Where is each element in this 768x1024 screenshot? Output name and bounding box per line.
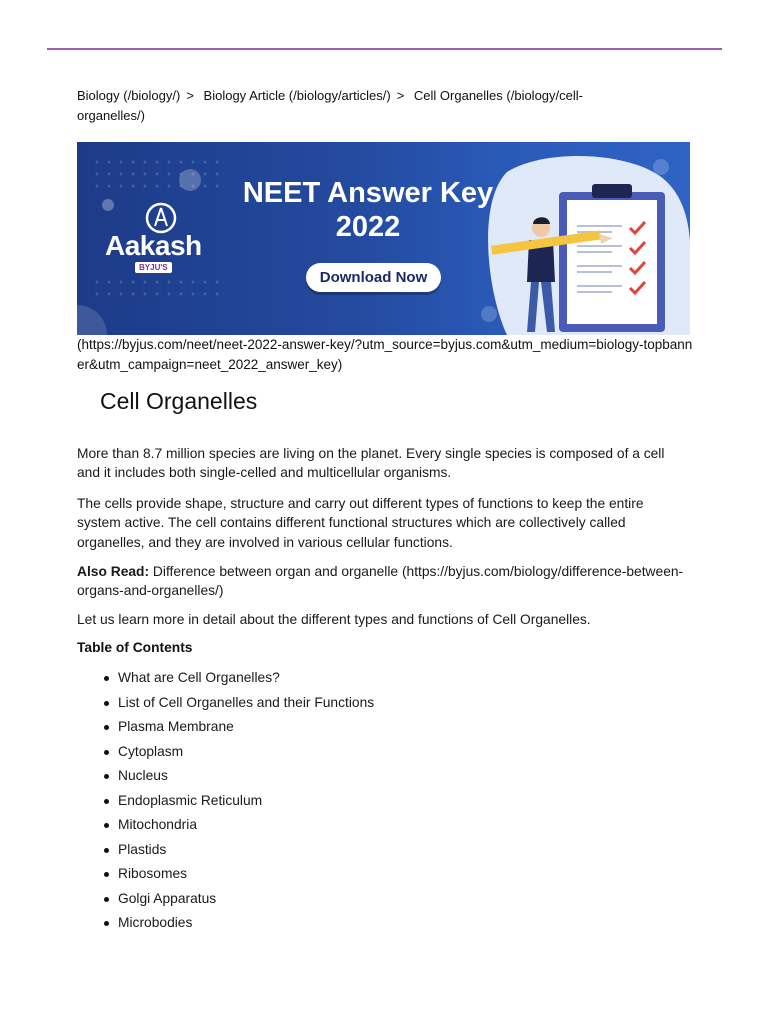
bullet-icon: [104, 848, 109, 853]
toc-item[interactable]: [100, 668, 374, 693]
bullet-icon: [104, 897, 109, 902]
bullet-icon: [104, 725, 109, 730]
bullet-icon: [104, 799, 109, 804]
banner-link-url[interactable]: (https://byjus.com/neet/neet-2022-answer-key/?utm_source=byjus.com&utm_medium=biology-topbanner&utm_campaign=neet_2022_answer_key): [77, 337, 693, 372]
byjus-logo-badge: BYJU'S: [135, 262, 172, 273]
bullet-icon: [104, 872, 109, 877]
toc-item-label[interactable]: Microbodies: [118, 915, 193, 930]
toc-item-label[interactable]: Plastids: [118, 841, 167, 857]
toc-item[interactable]: [100, 717, 374, 742]
also-read-link[interactable]: Difference between organ and organelle (https://byjus.com/biology/difference-between-organs-and-organelles/): [77, 564, 684, 599]
bullet-icon: [104, 774, 109, 779]
banner-title-line1: NEET Answer Key: [242, 177, 494, 209]
also-read-label: Also Read:: [77, 564, 150, 579]
toc-item-label[interactable]: What are Cell Organelles?: [118, 670, 280, 685]
toc-item[interactable]: [100, 840, 374, 865]
toc-item-label[interactable]: List of Cell Organelles and their Functions: [118, 694, 375, 710]
breadcrumb-biology[interactable]: Biology (/biology/): [77, 88, 181, 103]
cells-paragraph: The cells provide shape, structure and carry out different types of functions to keep the entire system active. The cell contains different functional structures which are collectively called organelles, and they are involved in various cellular functions.: [77, 496, 644, 550]
bullet-icon: [104, 921, 109, 926]
breadcrumb-biology-article[interactable]: Biology Article (/biology/articles/): [203, 88, 391, 103]
toc-item[interactable]: [100, 864, 374, 889]
page-title: Cell Organelles: [100, 388, 258, 414]
neet-answer-key-banner[interactable]: [77, 142, 690, 335]
also-read-paragraph: [77, 562, 687, 601]
learn-more-paragraph: Let us learn more in detail about the different types and functions of Cell Organelles.: [77, 612, 591, 627]
toc-item[interactable]: [100, 913, 374, 938]
top-divider: [47, 48, 722, 50]
download-now-button[interactable]: Download Now: [306, 263, 441, 292]
toc-item-label[interactable]: Endoplasmic Reticulum: [118, 792, 263, 808]
table-of-contents: [100, 668, 374, 938]
toc-item[interactable]: [100, 693, 374, 718]
toc-item[interactable]: [100, 742, 374, 767]
toc-item[interactable]: [100, 889, 374, 914]
banner-title: [222, 176, 514, 244]
toc-item-label[interactable]: Ribosomes: [118, 866, 188, 881]
toc-heading: Table of Contents: [77, 640, 193, 655]
breadcrumb: [77, 86, 637, 125]
toc-item-label[interactable]: Plasma Membrane: [118, 719, 234, 734]
bullet-icon: [104, 823, 109, 828]
banner-title-line2: 2022: [335, 211, 401, 243]
breadcrumb-separator: >: [186, 88, 194, 103]
breadcrumb-cell-organelles[interactable]: Cell Organelles (/biology/cell-organelles/): [77, 88, 583, 123]
toc-item[interactable]: [100, 815, 374, 840]
toc-item[interactable]: [100, 791, 374, 816]
bullet-icon: [104, 676, 109, 681]
toc-item-label[interactable]: Nucleus: [118, 768, 168, 783]
breadcrumb-separator: >: [396, 88, 405, 103]
toc-item-label[interactable]: Golgi Apparatus: [118, 890, 217, 906]
toc-item-label[interactable]: Mitochondria: [118, 817, 197, 832]
intro-paragraph: More than 8.7 million species are living on the planet. Every single species is composed of a cell and it includes both single-celled and multicellular organisms.: [77, 446, 665, 481]
toc-item-label[interactable]: Cytoplasm: [118, 743, 184, 759]
toc-item[interactable]: [100, 766, 374, 791]
bullet-icon: [104, 750, 109, 755]
bullet-icon: [104, 701, 109, 706]
aakash-logo-text: Aakash: [105, 230, 202, 261]
